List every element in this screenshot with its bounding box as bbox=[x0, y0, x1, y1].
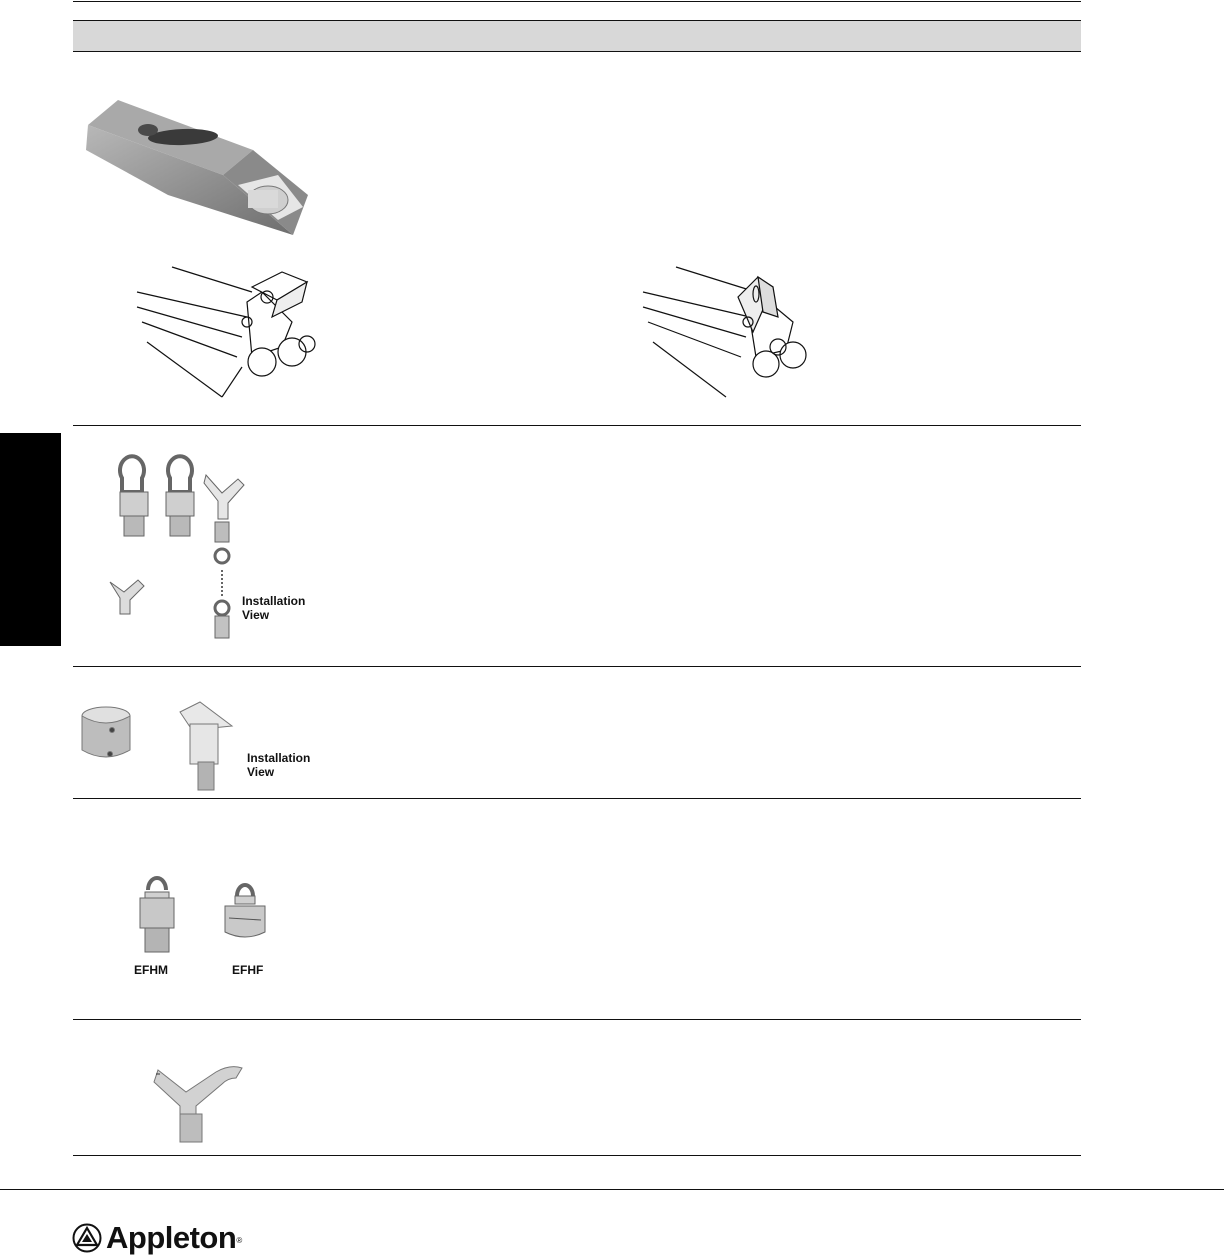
efhm-fitting-photo bbox=[136, 876, 178, 956]
section-divider-3 bbox=[73, 798, 1081, 799]
section-divider-2 bbox=[73, 666, 1081, 667]
section-divider-5 bbox=[73, 1155, 1081, 1156]
footer-rule bbox=[0, 1189, 1224, 1190]
installation-drawing-right bbox=[638, 262, 833, 402]
section-divider-1 bbox=[73, 425, 1081, 426]
header-band bbox=[73, 20, 1081, 52]
top-rule bbox=[73, 1, 1081, 2]
registered-mark: ® bbox=[236, 1235, 243, 1245]
brand-name: Appleton bbox=[106, 1220, 237, 1255]
hook-fittings-photo bbox=[108, 470, 258, 655]
y-hanger-photo bbox=[140, 1058, 275, 1148]
installation-drawing-left bbox=[132, 262, 332, 402]
efhf-label: EFHF bbox=[232, 963, 264, 977]
angle-clamp-photo bbox=[78, 95, 314, 240]
efhm-label: EFHM bbox=[134, 963, 168, 977]
appleton-logo bbox=[72, 1218, 242, 1258]
installation-view-label-1: Installation View bbox=[242, 594, 306, 622]
adapter-fittings-photo bbox=[80, 702, 240, 794]
installation-view-label-2: Installation View bbox=[247, 751, 311, 779]
appleton-triangle-circle-icon bbox=[72, 1223, 102, 1253]
section-side-tab bbox=[0, 433, 61, 646]
efhf-fitting-photo bbox=[221, 880, 269, 942]
section-divider-4 bbox=[73, 1019, 1081, 1020]
